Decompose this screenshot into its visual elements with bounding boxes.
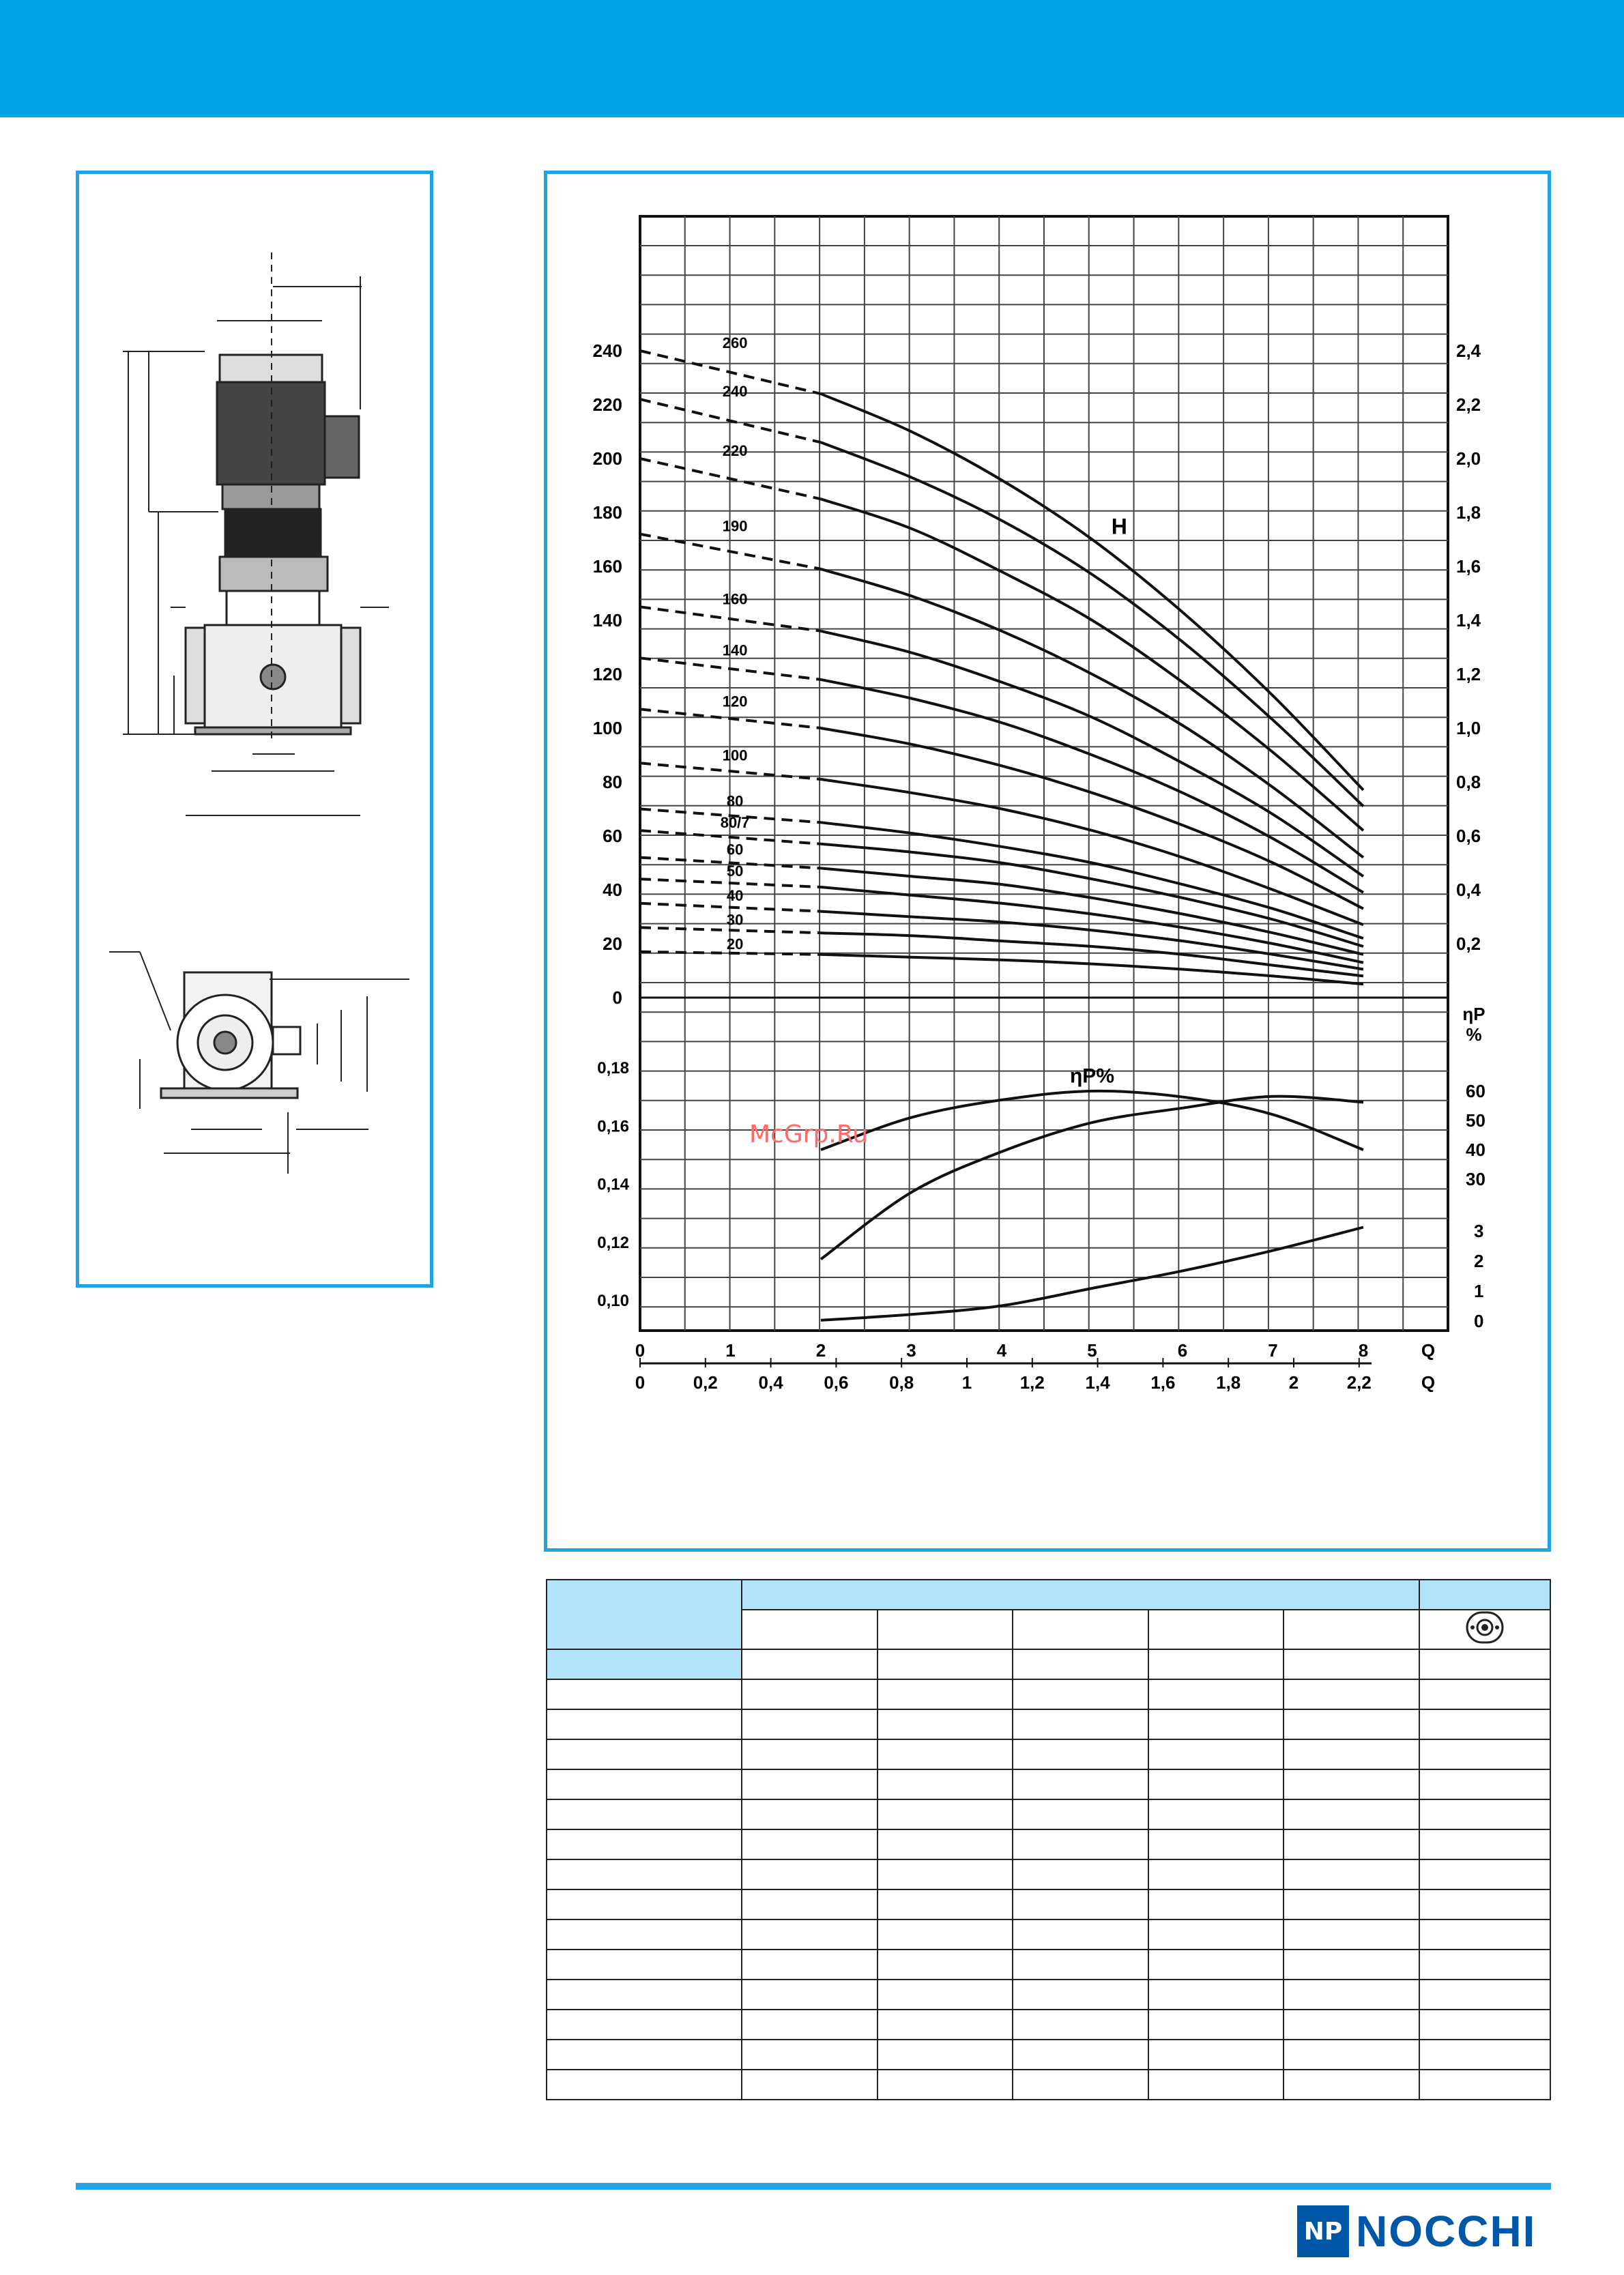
head-tick-label: 200 xyxy=(592,448,622,469)
table-cell xyxy=(1148,1859,1284,1889)
table-cell xyxy=(1419,1679,1550,1709)
head-curve-label: 140 xyxy=(722,641,748,659)
logo-mark: NP xyxy=(1297,2205,1349,2257)
table-cell xyxy=(878,1739,1013,1769)
table-cell xyxy=(547,1799,742,1829)
table-cell xyxy=(547,1769,742,1799)
table-cell xyxy=(1284,1889,1419,1919)
table-cell xyxy=(1284,2040,1419,2070)
table-cell xyxy=(1419,1829,1550,1859)
table-cell xyxy=(878,1769,1013,1799)
table-cell xyxy=(1284,1739,1419,1769)
logo-text: NOCCHI xyxy=(1356,2207,1537,2256)
table-cell xyxy=(742,1769,878,1799)
efficiency-axis-label: ηP xyxy=(1462,1004,1485,1024)
table-cell xyxy=(1419,1739,1550,1769)
table-cell xyxy=(1013,1859,1148,1889)
table-cell xyxy=(878,1829,1013,1859)
efficiency-tick-label: 40 xyxy=(1466,1140,1485,1160)
table-subheader-cell xyxy=(878,1610,1013,1649)
table-cell xyxy=(1013,1799,1148,1829)
table-cell xyxy=(547,1739,742,1769)
table-subheader-cell xyxy=(1148,1610,1284,1649)
table-cell xyxy=(1013,1679,1148,1709)
x-tick-label: 0 xyxy=(635,1340,646,1361)
table-cell xyxy=(1284,1980,1419,2010)
table-header-flange xyxy=(1419,1580,1550,1610)
table-cell xyxy=(1148,1799,1284,1829)
table-cell xyxy=(742,1950,878,1980)
table-row xyxy=(547,2010,1550,2040)
head-curve-label: 240 xyxy=(722,383,748,401)
table-cell xyxy=(878,1919,1013,1950)
table-cell xyxy=(1419,2070,1550,2100)
table-cell xyxy=(1419,1919,1550,1950)
table-cell xyxy=(878,1950,1013,1980)
head-right-tick-label: 0,6 xyxy=(1456,826,1481,846)
x-tick-label: 7 xyxy=(1268,1340,1278,1361)
x2-tick-label: 0,8 xyxy=(889,1372,914,1393)
table-cell xyxy=(1148,1679,1284,1709)
footer-line xyxy=(76,2183,1551,2190)
table-cell xyxy=(1148,1950,1284,1980)
x-tick-label: 4 xyxy=(996,1340,1007,1361)
head-curve-label: 30 xyxy=(726,911,744,929)
power-right-tick-label: 2 xyxy=(1474,1251,1484,1271)
table-cell xyxy=(1013,1769,1148,1799)
table-cell xyxy=(547,1709,742,1739)
power-tick-label: 0,18 xyxy=(597,1059,629,1078)
data-table xyxy=(546,1579,1551,2100)
head-tick-label: 140 xyxy=(592,610,622,631)
table-cell xyxy=(1013,2070,1148,2100)
efficiency-curve-label: ηP% xyxy=(1069,1064,1115,1088)
table-cell xyxy=(547,1859,742,1889)
table-cell xyxy=(742,1799,878,1829)
power-right-tick-label: 1 xyxy=(1474,1281,1484,1301)
table-cell xyxy=(547,2040,742,2070)
table-cell xyxy=(1284,2010,1419,2040)
table-cell xyxy=(1284,1829,1419,1859)
table-row xyxy=(547,1829,1550,1859)
table-header-model xyxy=(547,1580,742,1649)
power-tick-label: 0,14 xyxy=(597,1175,629,1194)
table-subheader-cell xyxy=(742,1610,878,1649)
head-tick-label: 240 xyxy=(592,340,622,361)
table-cell xyxy=(1013,1739,1148,1769)
table-cell xyxy=(1013,2040,1148,2070)
head-right-tick-label: 2,2 xyxy=(1456,394,1481,415)
x2-tick-label: 2,2 xyxy=(1346,1372,1372,1393)
nocchi-logo xyxy=(1297,2205,1536,2257)
table-cell xyxy=(1013,2010,1148,2040)
table-subheader-cell xyxy=(1284,1610,1419,1649)
table-cell xyxy=(1013,1919,1148,1950)
table-cell xyxy=(1013,1980,1148,2010)
table-cell xyxy=(547,1829,742,1859)
head-right-tick-label: 1,6 xyxy=(1456,556,1481,577)
head-curve-label: 40 xyxy=(726,886,744,904)
table-cell xyxy=(1284,1950,1419,1980)
efficiency-tick-label: 50 xyxy=(1466,1110,1485,1131)
efficiency-tick-label: 60 xyxy=(1466,1081,1485,1101)
table-row xyxy=(547,1649,1550,1679)
table-cell xyxy=(742,1829,878,1859)
x2-tick-label: 1,6 xyxy=(1150,1372,1176,1393)
x2-tick-label: 1,8 xyxy=(1216,1372,1241,1393)
table-cell xyxy=(547,1679,742,1709)
table-cell xyxy=(1419,1769,1550,1799)
table-cell xyxy=(878,1799,1013,1829)
x-tick-label: 6 xyxy=(1177,1340,1188,1361)
head-curve xyxy=(821,680,1363,893)
table-cell xyxy=(1419,1980,1550,2010)
table-header-row xyxy=(547,1580,1550,1610)
watermark: McGrp.Ru xyxy=(749,1120,869,1148)
table-cell xyxy=(1419,1859,1550,1889)
table-cell xyxy=(878,1649,1013,1679)
x2-axis-label: Q xyxy=(1421,1372,1436,1393)
table-cell xyxy=(1419,1950,1550,1980)
head-curve-label: 100 xyxy=(722,747,748,764)
table-cell xyxy=(742,1709,878,1739)
table-cell xyxy=(878,1980,1013,2010)
x2-tick-label: 0,4 xyxy=(758,1372,783,1393)
table-cell xyxy=(1148,1980,1284,2010)
head-curve xyxy=(821,955,1363,985)
table-cell xyxy=(742,1649,878,1679)
head-tick-label: 180 xyxy=(592,502,622,523)
table-cell xyxy=(547,1980,742,2010)
power-right-tick-label: 0 xyxy=(1474,1311,1484,1331)
table-cell xyxy=(1013,1649,1148,1679)
head-right-tick-label: 1,0 xyxy=(1456,718,1481,738)
head-tick-label: 60 xyxy=(603,826,622,846)
table-cell xyxy=(1148,2040,1284,2070)
head-tick-label: 220 xyxy=(592,394,622,415)
table-row xyxy=(547,1919,1550,1950)
table-cell xyxy=(1419,1649,1550,1679)
head-tick-label: 80 xyxy=(603,772,622,792)
table-cell xyxy=(742,1980,878,2010)
x2-tick-label: 0,2 xyxy=(693,1372,718,1393)
table-cell xyxy=(1148,2010,1284,2040)
table-cell xyxy=(547,2010,742,2040)
head-right-tick-label: 0,2 xyxy=(1456,933,1481,954)
head-curve-label: 60 xyxy=(726,841,744,858)
table-cell xyxy=(742,1889,878,1919)
table-subheader-flange-icon-cell xyxy=(1419,1610,1550,1649)
table-cell xyxy=(742,1859,878,1889)
head-curve-label-H: H xyxy=(1111,514,1127,539)
head-right-tick-label: 0,4 xyxy=(1456,880,1481,900)
table-cell xyxy=(878,1859,1013,1889)
x-tick-label: 1 xyxy=(725,1340,736,1361)
head-curve-label: 20 xyxy=(726,935,744,953)
table-cell xyxy=(878,2010,1013,2040)
head-curve-label: 220 xyxy=(722,442,748,459)
x-tick-label: 3 xyxy=(906,1340,916,1361)
x-tick-label: 8 xyxy=(1358,1340,1369,1361)
table-cell xyxy=(742,2010,878,2040)
power-tick-label: 0,12 xyxy=(597,1233,629,1252)
table-cell xyxy=(742,1919,878,1950)
x2-tick-label: 0,6 xyxy=(824,1372,849,1393)
head-curve-label: 80/7 xyxy=(720,814,750,832)
table-cell xyxy=(742,2040,878,2070)
head-tick-label: 20 xyxy=(603,933,622,954)
table-cell xyxy=(878,2040,1013,2070)
power-right-tick-label: 3 xyxy=(1474,1221,1484,1241)
head-curve-label: 160 xyxy=(722,590,748,608)
table-cell xyxy=(547,1889,742,1919)
table-cell xyxy=(878,1709,1013,1739)
head-curve xyxy=(821,499,1363,830)
efficiency-tick-label: 30 xyxy=(1466,1169,1485,1189)
head-right-tick-label: 1,8 xyxy=(1456,502,1481,523)
table-cell xyxy=(1284,1709,1419,1739)
head-curve-label: 80 xyxy=(726,792,744,810)
head-curve xyxy=(821,569,1363,858)
head-tick-label: 40 xyxy=(603,880,622,900)
table-row xyxy=(547,1679,1550,1709)
head-curve-label: 120 xyxy=(722,693,748,710)
head-curve-label: 260 xyxy=(722,334,748,351)
table-cell xyxy=(547,1649,742,1679)
head-right-tick-label: 1,4 xyxy=(1456,610,1481,631)
table-cell xyxy=(1148,1739,1284,1769)
head-tick-label: 0 xyxy=(612,987,622,1008)
table-cell xyxy=(1419,2010,1550,2040)
table-cell xyxy=(878,2070,1013,2100)
table-cell xyxy=(1284,1859,1419,1889)
head-tick-label: 100 xyxy=(592,718,622,738)
table-cell xyxy=(1148,1649,1284,1679)
x-tick-label: 2 xyxy=(815,1340,826,1361)
efficiency-axis-unit: % xyxy=(1466,1024,1482,1045)
table-cell xyxy=(742,1739,878,1769)
table-cell xyxy=(1148,1769,1284,1799)
table-row xyxy=(547,2070,1550,2100)
table-cell xyxy=(878,1679,1013,1709)
table-cell xyxy=(547,1919,742,1950)
table-cell xyxy=(1013,1709,1148,1739)
table-row xyxy=(547,1769,1550,1799)
table-row xyxy=(547,1859,1550,1889)
x2-tick-label: 1 xyxy=(961,1372,972,1393)
x2-tick-label: 1,2 xyxy=(1019,1372,1045,1393)
table-cell xyxy=(1419,1889,1550,1919)
table-cell xyxy=(547,2070,742,2100)
table-cell xyxy=(1419,2040,1550,2070)
table-row xyxy=(547,2040,1550,2070)
head-curve xyxy=(821,912,1363,970)
head-curve xyxy=(821,442,1363,806)
head-curve-label: 50 xyxy=(726,863,744,880)
table-row xyxy=(547,1799,1550,1829)
table-cell xyxy=(742,1679,878,1709)
x2-tick-label: 2 xyxy=(1288,1372,1299,1393)
x-axis-label: Q xyxy=(1421,1340,1436,1361)
table-row xyxy=(547,1980,1550,2010)
x2-tick-label: 1,4 xyxy=(1085,1372,1110,1393)
table-cell xyxy=(1284,1769,1419,1799)
table-cell xyxy=(1284,2070,1419,2100)
table-header-group xyxy=(742,1580,1419,1610)
head-right-tick-label: 2,4 xyxy=(1456,340,1481,361)
table-row xyxy=(547,1739,1550,1769)
table-cell xyxy=(1284,1799,1419,1829)
table-cell xyxy=(1148,1709,1284,1739)
table-cell xyxy=(1148,2070,1284,2100)
table-cell xyxy=(1419,1709,1550,1739)
table-cell xyxy=(547,1950,742,1980)
table-cell xyxy=(1284,1649,1419,1679)
table-row xyxy=(547,1709,1550,1739)
head-curve xyxy=(821,933,1363,976)
head-right-tick-label: 2,0 xyxy=(1456,448,1481,469)
head-tick-label: 160 xyxy=(592,556,622,577)
table-cell xyxy=(1148,1889,1284,1919)
power-tick-label: 0,16 xyxy=(597,1117,629,1136)
table-cell xyxy=(742,2070,878,2100)
table-cell xyxy=(1148,1829,1284,1859)
table-cell xyxy=(1013,1889,1148,1919)
head-right-tick-label: 0,8 xyxy=(1456,772,1481,792)
table-subheader-cell xyxy=(1013,1610,1148,1649)
table-cell xyxy=(1148,1919,1284,1950)
power-tick-label: 0,10 xyxy=(597,1292,629,1310)
head-curve-label: 190 xyxy=(722,517,748,535)
x-tick-label: 5 xyxy=(1087,1340,1097,1361)
table-cell xyxy=(1013,1829,1148,1859)
head-right-tick-label: 1,2 xyxy=(1456,664,1481,684)
table-cell xyxy=(1013,1950,1148,1980)
table-row xyxy=(547,1950,1550,1980)
table-row xyxy=(547,1889,1550,1919)
head-tick-label: 120 xyxy=(592,664,622,684)
table-cell xyxy=(878,1889,1013,1919)
x2-tick-label: 0 xyxy=(635,1372,646,1393)
table-cell xyxy=(1284,1919,1419,1950)
table-cell xyxy=(1284,1679,1419,1709)
table-cell xyxy=(1419,1799,1550,1829)
flange-icon xyxy=(1464,1610,1505,1644)
